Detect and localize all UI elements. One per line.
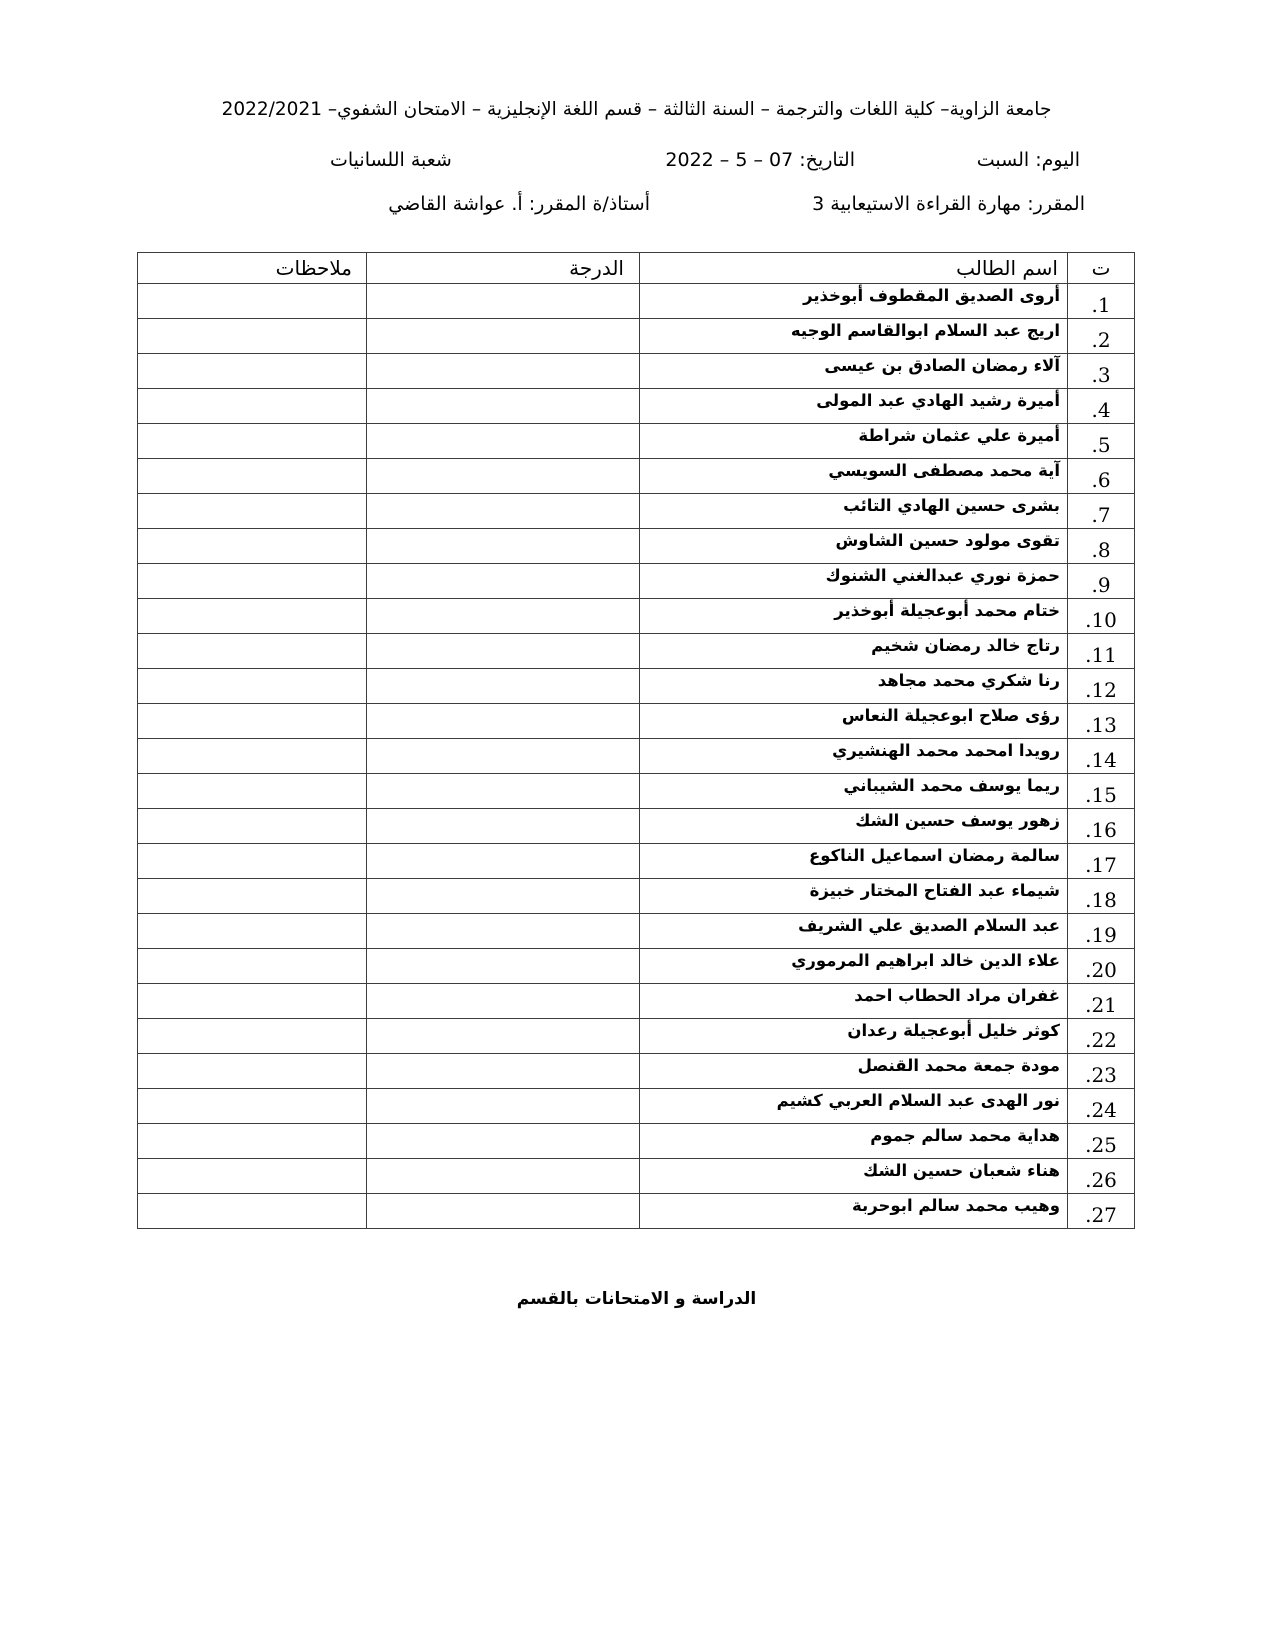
grade-cell [367,844,640,879]
notes-cell [138,704,367,739]
grade-cell [367,739,640,774]
notes-cell [138,319,367,354]
row-number-cell: 2. [1068,319,1135,354]
table-row [138,354,1135,389]
student-name-cell: علاء الدين خالد ابراهيم المرموري [640,949,1068,984]
student-name-cell: بشرى حسين الهادي التائب [640,494,1068,529]
table-row [138,1159,1135,1194]
row-number-cell: 20. [1068,949,1135,984]
student-name-cell: رتاج خالد رمضان شخيم [640,634,1068,669]
grade-cell [367,284,640,319]
student-name-cell: آلاء رمضان الصادق بن عيسى [640,354,1068,389]
table-row [138,529,1135,564]
university-header-line: جامعة الزاوية– كلية اللغات والترجمة – السنة الثالثة – قسم اللغة الإنجليزية – الامتحان الشفوي– 2022/2021 [221,99,1052,120]
row-number-cell: 18. [1068,879,1135,914]
day-label: اليوم: السبت [976,149,1080,171]
notes-cell [138,1159,367,1194]
grade-cell [367,564,640,599]
notes-cell [138,634,367,669]
notes-cell [138,1089,367,1124]
table-row [138,424,1135,459]
table-row [138,879,1135,914]
student-name-cell: رنا شكري محمد مجاهد [640,669,1068,704]
table-row [138,984,1135,1019]
table-row [138,599,1135,634]
instructor-label: أستاذ/ة المقرر: أ. عواشة القاضي [388,193,650,215]
student-name-cell: سالمة رمضان اسماعيل الناكوع [640,844,1068,879]
notes-cell [138,529,367,564]
grade-cell [367,879,640,914]
grade-cell [367,389,640,424]
row-number-cell: 25. [1068,1124,1135,1159]
grade-cell [367,599,640,634]
students-table [137,252,1135,1229]
student-name-cell: مودة جمعة محمد القنصل [640,1054,1068,1089]
grade-cell [367,984,640,1019]
grade-cell [367,704,640,739]
student-name-cell: كوثر خليل أبوعجيلة رعدان [640,1019,1068,1054]
grade-cell [367,774,640,809]
row-number-cell: 26. [1068,1159,1135,1194]
grade-cell [367,319,640,354]
student-name-cell: زهور يوسف حسين الشك [640,809,1068,844]
grade-cell [367,459,640,494]
grade-cell [367,1194,640,1229]
table-row [138,459,1135,494]
notes-cell [138,284,367,319]
notes-cell [138,354,367,389]
student-name-cell: عبد السلام الصديق علي الشريف [640,914,1068,949]
table-row [138,494,1135,529]
date-label: التاريخ: 07 – 5 – 2022 [665,149,855,171]
student-name-cell: اريج عبد السلام ابوالقاسم الوجيه [640,319,1068,354]
column-header-number: ت [1068,253,1135,284]
table-row [138,1124,1135,1159]
notes-cell [138,844,367,879]
student-rows [138,284,1135,1229]
table-row [138,1019,1135,1054]
column-header-student-name: اسم الطالب [640,253,1068,284]
table-row [138,704,1135,739]
student-name-cell: ختام محمد أبوعجيلة أبوخذير [640,599,1068,634]
table-row [138,564,1135,599]
notes-cell [138,809,367,844]
table-row [138,284,1135,319]
notes-cell [138,1019,367,1054]
table-row [138,774,1135,809]
notes-cell [138,774,367,809]
table-row [138,1054,1135,1089]
course-label: المقرر: مهارة القراءة الاستيعابية 3 [812,193,1085,215]
row-number-cell: 5. [1068,424,1135,459]
notes-cell [138,669,367,704]
table-row [138,319,1135,354]
row-number-cell: 15. [1068,774,1135,809]
student-name-cell: آية محمد مصطفى السويسي [640,459,1068,494]
grade-cell [367,354,640,389]
notes-cell [138,599,367,634]
table-row [138,914,1135,949]
notes-cell [138,984,367,1019]
department-footer-line: الدراسة و الامتحانات بالقسم [516,1289,757,1309]
notes-cell [138,739,367,774]
grade-cell [367,424,640,459]
table-row [138,634,1135,669]
grade-cell [367,669,640,704]
row-number-cell: 14. [1068,739,1135,774]
row-number-cell: 11. [1068,634,1135,669]
student-name-cell: رويدا امحمد محمد الهنشيري [640,739,1068,774]
student-name-cell: حمزة نوري عبدالغني الشنوك [640,564,1068,599]
notes-cell [138,564,367,599]
grade-cell [367,809,640,844]
student-name-cell: أميرة علي عثمان شراطة [640,424,1068,459]
row-number-cell: 24. [1068,1089,1135,1124]
grade-cell [367,1089,640,1124]
row-number-cell: 17. [1068,844,1135,879]
row-number-cell: 7. [1068,494,1135,529]
table-row [138,739,1135,774]
grade-cell [367,1159,640,1194]
row-number-cell: 22. [1068,1019,1135,1054]
notes-cell [138,1124,367,1159]
notes-cell [138,424,367,459]
row-number-cell: 21. [1068,984,1135,1019]
table-header-row [138,253,1135,284]
notes-cell [138,914,367,949]
section-label: شعبة اللسانيات [330,149,452,171]
row-number-cell: 12. [1068,669,1135,704]
row-number-cell: 10. [1068,599,1135,634]
row-number-cell: 3. [1068,354,1135,389]
notes-cell [138,949,367,984]
grade-cell [367,634,640,669]
notes-cell [138,1194,367,1229]
student-name-cell: نور الهدى عبد السلام العربي كشيم [640,1089,1068,1124]
student-name-cell: هناء شعبان حسين الشك [640,1159,1068,1194]
column-header-notes: ملاحظات [138,253,367,284]
row-number-cell: 27. [1068,1194,1135,1229]
notes-cell [138,1054,367,1089]
table-row [138,809,1135,844]
student-name-cell: شيماء عبد الفتاح المختار خبيزة [640,879,1068,914]
row-number-cell: 23. [1068,1054,1135,1089]
notes-cell [138,389,367,424]
row-number-cell: 16. [1068,809,1135,844]
student-name-cell: غفران مراد الحطاب احمد [640,984,1068,1019]
grade-cell [367,1124,640,1159]
grade-cell [367,494,640,529]
table-row [138,844,1135,879]
student-name-cell: هداية محمد سالم جموم [640,1124,1068,1159]
notes-cell [138,459,367,494]
table-row [138,389,1135,424]
row-number-cell: 6. [1068,459,1135,494]
student-name-cell: وهيب محمد سالم ابوحربة [640,1194,1068,1229]
table-row [138,669,1135,704]
grade-cell [367,949,640,984]
row-number-cell: 1. [1068,284,1135,319]
grade-cell [367,529,640,564]
row-number-cell: 19. [1068,914,1135,949]
notes-cell [138,494,367,529]
column-header-grade: الدرجة [367,253,640,284]
row-number-cell: 4. [1068,389,1135,424]
row-number-cell: 13. [1068,704,1135,739]
row-number-cell: 9. [1068,564,1135,599]
grade-cell [367,1019,640,1054]
grade-cell [367,914,640,949]
student-name-cell: تقوى مولود حسين الشاوش [640,529,1068,564]
row-number-cell: 8. [1068,529,1135,564]
table-row [138,1089,1135,1124]
table-row [138,949,1135,984]
student-name-cell: ريما يوسف محمد الشيباني [640,774,1068,809]
student-name-cell: أميرة رشيد الهادي عبد المولى [640,389,1068,424]
grade-cell [367,1054,640,1089]
table-row [138,1194,1135,1229]
student-name-cell: أروى الصديق المقطوف أبوخذير [640,284,1068,319]
student-name-cell: رؤى صلاح ابوعجيلة النعاس [640,704,1068,739]
notes-cell [138,879,367,914]
